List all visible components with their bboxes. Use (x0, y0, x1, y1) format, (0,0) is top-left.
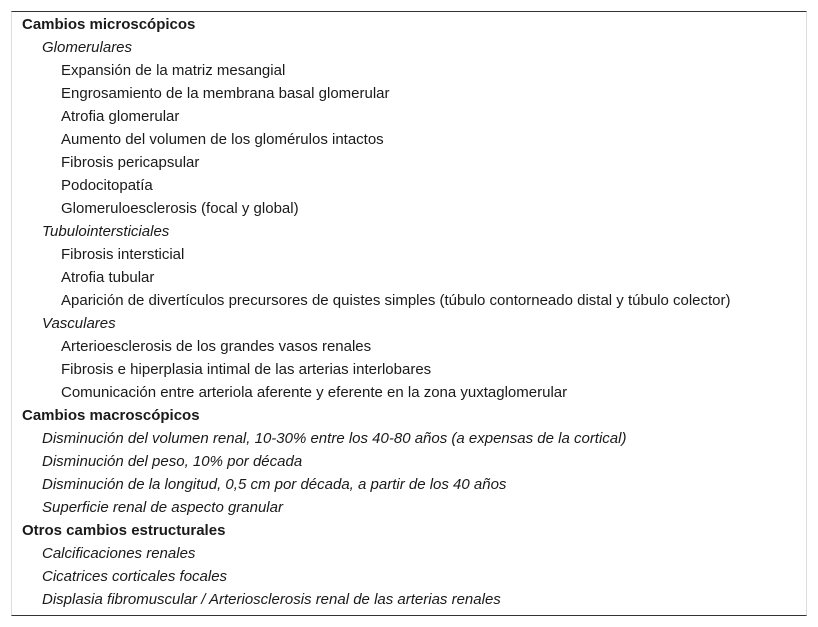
list-item: Fibrosis intersticial (61, 246, 185, 263)
list-item: Fibrosis e hiperplasia intimal de las arterias interlobares (61, 361, 432, 378)
renal-changes-table (11, 11, 807, 616)
section-heading-macroscopic: Cambios macroscópicos (22, 407, 200, 424)
section-heading-other-structural: Otros cambios estructurales (22, 522, 226, 539)
list-item: Fibrosis pericapsular (61, 154, 200, 171)
list-item: Calcificaciones renales (42, 545, 196, 562)
list-item: Atrofia glomerular (61, 108, 180, 125)
list-item: Podocitopatía (61, 177, 153, 194)
list-item: Glomeruloesclerosis (focal y global) (61, 200, 299, 217)
list-item: Displasia fibromuscular / Arteriosclerosis renal de las arterias renales (42, 591, 501, 608)
list-item: Expansión de la matriz mesangial (61, 62, 286, 79)
list-item: Engrosamiento de la membrana basal glomerular (61, 85, 390, 102)
list-item: Atrofia tubular (61, 269, 155, 286)
list-item: Disminución del peso, 10% por década (42, 453, 303, 470)
list-item: Aparición de divertículos precursores de quistes simples (túbulo contorneado distal y túbulo colector) (61, 292, 731, 309)
list-item: Disminución de la longitud, 0,5 cm por década, a partir de los 40 años (42, 476, 507, 493)
list-item: Cicatrices corticales focales (42, 568, 228, 585)
list-item: Superficie renal de aspecto granular (42, 499, 283, 516)
subsection-heading-glomerular: Glomerulares (42, 39, 133, 56)
list-item: Comunicación entre arteriola aferente y eferente en la zona yuxtaglomerular (61, 384, 568, 401)
list-item: Aumento del volumen de los glomérulos intactos (61, 131, 384, 148)
list-item: Arterioesclerosis de los grandes vasos renales (61, 338, 372, 355)
list-item: Disminución del volumen renal, 10-30% entre los 40-80 años (a expensas de la cortical) (42, 430, 627, 447)
section-heading-microscopic: Cambios microscópicos (22, 16, 196, 33)
subsection-heading-tubulointerstitial: Tubulointersticiales (42, 223, 170, 240)
subsection-heading-vascular: Vasculares (42, 315, 116, 332)
